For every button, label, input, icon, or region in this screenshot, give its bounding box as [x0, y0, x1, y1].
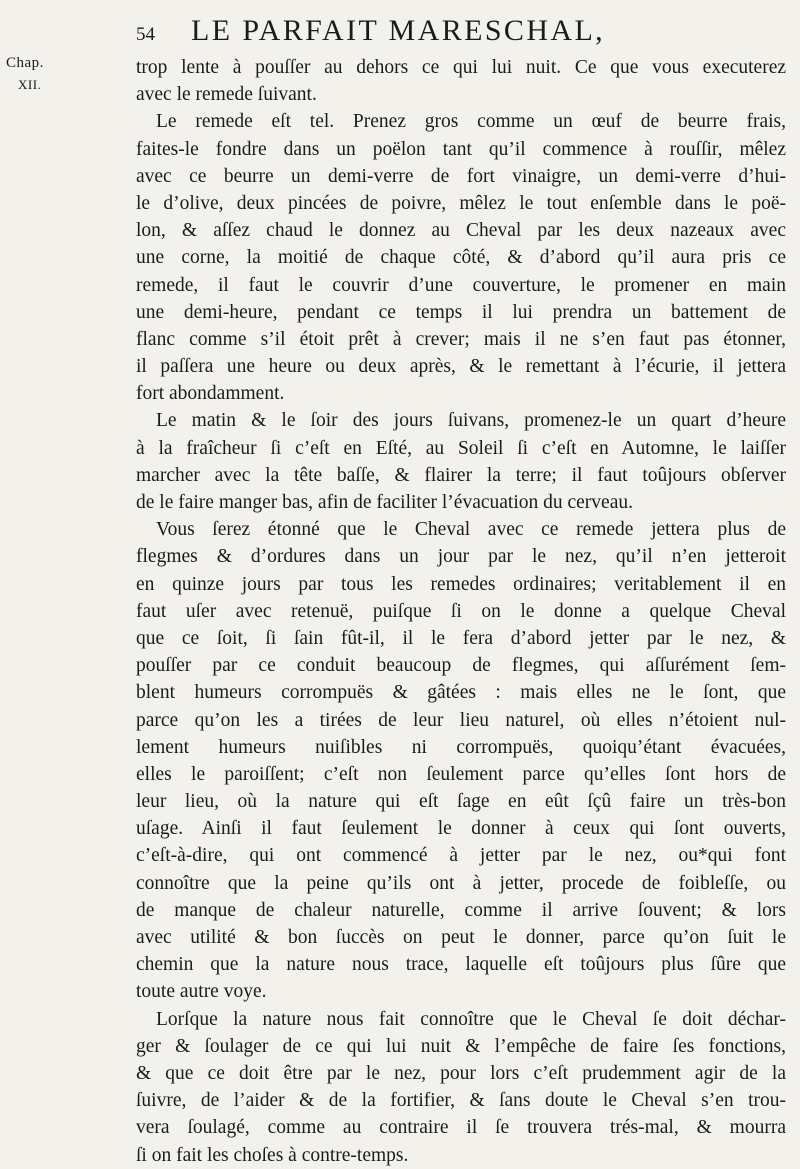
text-line: le d’olive, deux pincées de poivre, mêlez le tout enſemble dans le poë-: [136, 192, 786, 214]
text-line: toute autre voye.: [136, 981, 267, 1003]
text-line: c’eſt-à-dire, qui ont commencé à jetter par le nez, ou*qui font: [136, 845, 786, 867]
text-line: une corne, la moitié de chaque côté, & d’abord qu’il aura pris ce: [136, 247, 786, 269]
text-line: flanc comme s’il étoit prêt à crever; mais il ne s’en faut pas étonner,: [136, 328, 786, 350]
text-line: de manque de chaleur naturelle, comme il arrive ſouvent; & lors: [136, 899, 786, 921]
paragraph-first-line: Le matin & le ſoir des jours ſuivans, promenez-le un quart d’heure: [156, 410, 786, 432]
text-line: il paſſera une heure ou deux après, & le remettant à l’écurie, il jettera: [136, 356, 786, 378]
text-line: & que ce doit être par le nez, pour lors c’eſt prudemment agir de la: [136, 1062, 786, 1084]
paragraph-first-line: Lorſque la nature nous fait connoître que le Cheval ſe doit déchar-: [156, 1008, 786, 1030]
text-line: flegmes & d’ordures dans un jour par le nez, qu’il n’en jetteroit: [136, 546, 786, 568]
text-line: leur lieu, où la nature qui eſt ſage en eût ſçû faire un très-bon: [136, 791, 786, 813]
text-line: vera ſoulagé, comme au contraire il ſe trouvera trés-mal, & mourra: [136, 1117, 786, 1139]
text-line: avec le remede ſuivant.: [136, 84, 317, 106]
chapter-label: Chap.: [6, 55, 44, 71]
text-line: trop lente à pouſſer au dehors ce qui lui nuit. Ce que vous executerez: [136, 57, 786, 78]
text-line: lement humeurs nuiſibles ni corrompuës, quoiqu’étant évacuées,: [136, 736, 786, 758]
text-line: ſuivre, de l’aider & de la fortifier, & ſans doute le Cheval s’en trou-: [136, 1090, 786, 1112]
text-line: marcher avec la tête baſſe, & flairer la terre; il faut toûjours obſerver: [136, 464, 786, 486]
page-header: [136, 14, 696, 52]
running-title: LE PARFAIT MARESCHAL,: [191, 14, 606, 47]
text-line: remede, il faut le couvrir d’une couverture, le promener en main: [136, 274, 786, 296]
text-line: pouſſer par ce conduit beaucoup de flegmes, qui aſſurément ſem-: [136, 655, 786, 677]
text-line: avec utilité & bon ſuccès on peut le donner, parce qu’on ſuit le: [136, 927, 786, 948]
paragraph-first-line: Le remede eſt tel. Prenez gros comme un œuf de beurre frais,: [156, 111, 786, 133]
text-line: faites-le fondre dans un poëlon tant qu’il commence à rouſſir, mêlez: [136, 138, 786, 160]
page-number: 54: [136, 24, 155, 45]
text-line: avec ce beurre un demi-verre de fort vinaigre, un demi-verre d’hui-: [136, 165, 786, 187]
text-line: fort abondamment.: [136, 383, 285, 405]
text-line: ſi on fait les choſes à contre-temps.: [136, 1144, 409, 1166]
chapter-marginal-note: [6, 52, 58, 96]
text-line: uſage. Ainſi il faut ſeulement le donner à ceux qui ſont ouverts,: [136, 818, 786, 840]
paragraph-first-line: Vous ſerez étonné que le Cheval avec ce remede jettera plus de: [156, 519, 786, 541]
text-line: ger & ſoulager de ce qui lui nuit & l’empêche de faire ſes fonctions,: [136, 1035, 786, 1057]
text-line: parce qu’on les a tirées de leur lieu naturel, où elles n’étoient nul-: [136, 709, 786, 731]
text-line: blent humeurs corrompuës & gâtées : mais elles ne le ſont, que: [136, 682, 786, 704]
text-line: une demi-heure, pendant ce temps il lui prendra un battement de: [136, 301, 786, 323]
text-line: connoître que la peine qu’ils ont à jetter, procede de foibleſſe, ou: [136, 872, 786, 894]
text-line: de le faire manger bas, afin de faciliter l’évacuation du cerveau.: [136, 492, 633, 513]
text-line: en quinze jours par tous les remedes ordinaires; veritablement il en: [136, 573, 786, 595]
text-line: à la fraîcheur ſi c’eſt en Eſté, au Soleil ſi c’eſt en Automne, le laiſſer: [136, 437, 786, 459]
text-line: elles le paroiſſent; c’eſt non ſeulement parce qu’elles ſont hors de: [136, 763, 786, 785]
text-line: chemin que la nature nous trace, laquelle eſt toûjours plus ſûre que: [136, 954, 786, 976]
text-line: faut uſer avec retenuë, puiſque ſi on le donne a quelque Cheval: [136, 600, 786, 622]
text-line: lon, & aſſez chaud le donnez au Cheval par les deux nazeaux avec: [136, 220, 786, 242]
chapter-number: XII.: [18, 77, 42, 92]
text-line: que ce ſoit, ſi ſain fût-il, il le fera d’abord jetter par le nez, &: [136, 627, 786, 649]
body-text: [136, 54, 786, 1169]
